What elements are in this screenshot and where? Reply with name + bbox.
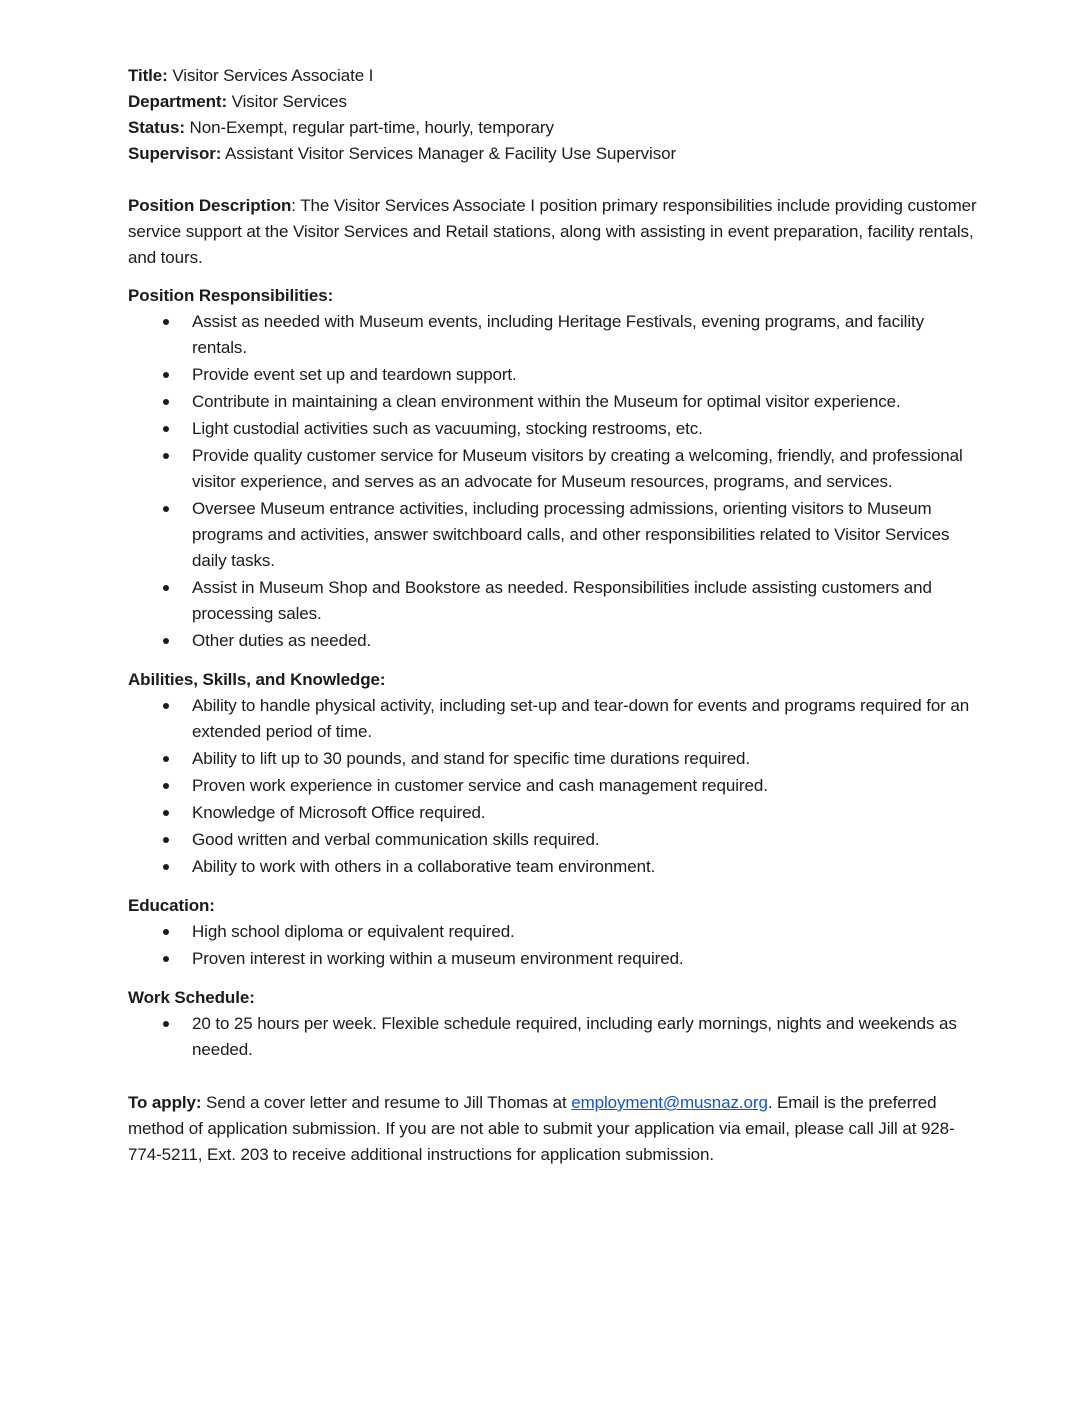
spacer bbox=[128, 655, 978, 667]
list-item-text: Provide quality customer service for Museum visitors by creating a welcoming, friendly, and professional visitor experience, and serves as an advocate for Museum resources, programs, and services. bbox=[192, 446, 963, 491]
work-schedule-section bbox=[128, 985, 978, 1063]
list-item-text: Proven interest in working within a museum environment required. bbox=[192, 949, 684, 968]
bullet-icon bbox=[163, 703, 169, 709]
department-line bbox=[128, 89, 978, 115]
bullet-icon bbox=[163, 956, 169, 962]
work-schedule-list bbox=[128, 1011, 978, 1063]
responsibilities-title: Position Responsibilities: bbox=[128, 286, 334, 305]
list-item bbox=[128, 309, 978, 361]
responsibilities-section bbox=[128, 283, 978, 654]
list-item-text: Provide event set up and teardown support. bbox=[192, 365, 517, 384]
apply-paragraph bbox=[128, 1090, 978, 1168]
work-schedule-title: Work Schedule: bbox=[128, 988, 255, 1007]
list-item-text: Other duties as needed. bbox=[192, 631, 372, 650]
spacer bbox=[128, 973, 978, 985]
abilities-section bbox=[128, 667, 978, 880]
supervisor-label: Supervisor: bbox=[128, 144, 222, 163]
title-line bbox=[128, 63, 978, 89]
position-description bbox=[128, 193, 978, 271]
bullet-icon bbox=[163, 506, 169, 512]
list-item-text: Knowledge of Microsoft Office required. bbox=[192, 803, 486, 822]
supervisor-value: Assistant Visitor Services Manager & Facility Use Supervisor bbox=[221, 144, 677, 163]
abilities-title: Abilities, Skills, and Knowledge: bbox=[128, 670, 386, 689]
education-list bbox=[128, 919, 978, 972]
list-item bbox=[128, 362, 978, 388]
status-label: Status: bbox=[128, 118, 185, 137]
list-item-text: Oversee Museum entrance activities, including processing admissions, orienting visitors to Museum programs and activities, answer switchboard calls, and other responsibilities related to Visitor Services daily tasks. bbox=[192, 499, 950, 570]
status-line bbox=[128, 115, 978, 141]
list-item bbox=[128, 575, 978, 627]
list-item bbox=[128, 919, 978, 945]
list-item-text: Assist in Museum Shop and Bookstore as needed. Responsibilities include assisting customers and processing sales. bbox=[192, 578, 932, 623]
list-item bbox=[128, 496, 978, 574]
list-item-text: Light custodial activities such as vacuuming, stocking restrooms, etc. bbox=[192, 419, 703, 438]
spacer bbox=[128, 167, 978, 193]
job-header bbox=[128, 63, 978, 167]
supervisor-line bbox=[128, 141, 978, 167]
list-item bbox=[128, 443, 978, 495]
position-description-colon: : bbox=[291, 196, 296, 215]
email-link[interactable]: employment@musnaz.org bbox=[571, 1093, 768, 1112]
list-item bbox=[128, 854, 978, 880]
list-item bbox=[128, 389, 978, 415]
list-item bbox=[128, 827, 978, 853]
list-item bbox=[128, 628, 978, 654]
list-item bbox=[128, 416, 978, 442]
spacer bbox=[128, 271, 978, 283]
title-label: Title: bbox=[128, 66, 168, 85]
education-title: Education: bbox=[128, 896, 215, 915]
status-value: Non-Exempt, regular part-time, hourly, temporary bbox=[184, 118, 554, 137]
bullet-icon bbox=[163, 372, 169, 378]
apply-text-before: Send a cover letter and resume to Jill Thomas at bbox=[201, 1093, 572, 1112]
list-item-text: High school diploma or equivalent required. bbox=[192, 922, 515, 941]
list-item bbox=[128, 693, 978, 745]
department-value: Visitor Services bbox=[227, 92, 347, 111]
list-item-text: Proven work experience in customer service and cash management required. bbox=[192, 776, 768, 795]
abilities-list bbox=[128, 693, 978, 880]
apply-label: To apply: bbox=[128, 1093, 202, 1112]
bullet-icon bbox=[163, 638, 169, 644]
list-item bbox=[128, 746, 978, 772]
title-value: Visitor Services Associate I bbox=[167, 66, 374, 85]
list-item bbox=[128, 800, 978, 826]
bullet-icon bbox=[163, 783, 169, 789]
list-item-text: Ability to handle physical activity, including set-up and tear-down for events and programs required for an extended period of time. bbox=[192, 696, 970, 741]
spacer bbox=[128, 1064, 978, 1090]
bullet-icon bbox=[163, 864, 169, 870]
bullet-icon bbox=[163, 453, 169, 459]
list-item bbox=[128, 773, 978, 799]
bullet-icon bbox=[163, 929, 169, 935]
bullet-icon bbox=[163, 1021, 169, 1027]
list-item-text: 20 to 25 hours per week. Flexible schedule required, including early mornings, nights and weekends as needed. bbox=[192, 1014, 957, 1059]
bullet-icon bbox=[163, 585, 169, 591]
list-item-text: Good written and verbal communication skills required. bbox=[192, 830, 600, 849]
position-description-label: Position Description bbox=[128, 196, 292, 215]
spacer bbox=[128, 881, 978, 893]
bullet-icon bbox=[163, 399, 169, 405]
list-item-text: Assist as needed with Museum events, including Heritage Festivals, evening programs, and facility rentals. bbox=[192, 312, 925, 357]
bullet-icon bbox=[163, 319, 169, 325]
list-item bbox=[128, 946, 978, 972]
bullet-icon bbox=[163, 756, 169, 762]
position-description-text: The Visitor Services Associate I position primary responsibilities include providing customer service support at the Visitor Services and Retail stations, along with assisting in event preparation, facility rentals, and tours. bbox=[128, 196, 977, 267]
list-item-text: Ability to lift up to 30 pounds, and stand for specific time durations required. bbox=[192, 749, 751, 768]
department-label: Department: bbox=[128, 92, 228, 111]
education-section bbox=[128, 893, 978, 972]
responsibilities-list bbox=[128, 309, 978, 654]
apply-text-after: . Email is the preferred method of application submission. If you are not able to submit your application via email, please call Jill at 928-774-5211, Ext. 203 to receive additional instructions for application submission. bbox=[128, 1093, 955, 1164]
list-item bbox=[128, 1011, 978, 1063]
bullet-icon bbox=[163, 426, 169, 432]
list-item-text: Ability to work with others in a collaborative team environment. bbox=[192, 857, 656, 876]
bullet-icon bbox=[163, 810, 169, 816]
list-item-text: Contribute in maintaining a clean environment within the Museum for optimal visitor experience. bbox=[192, 392, 901, 411]
bullet-icon bbox=[163, 837, 169, 843]
